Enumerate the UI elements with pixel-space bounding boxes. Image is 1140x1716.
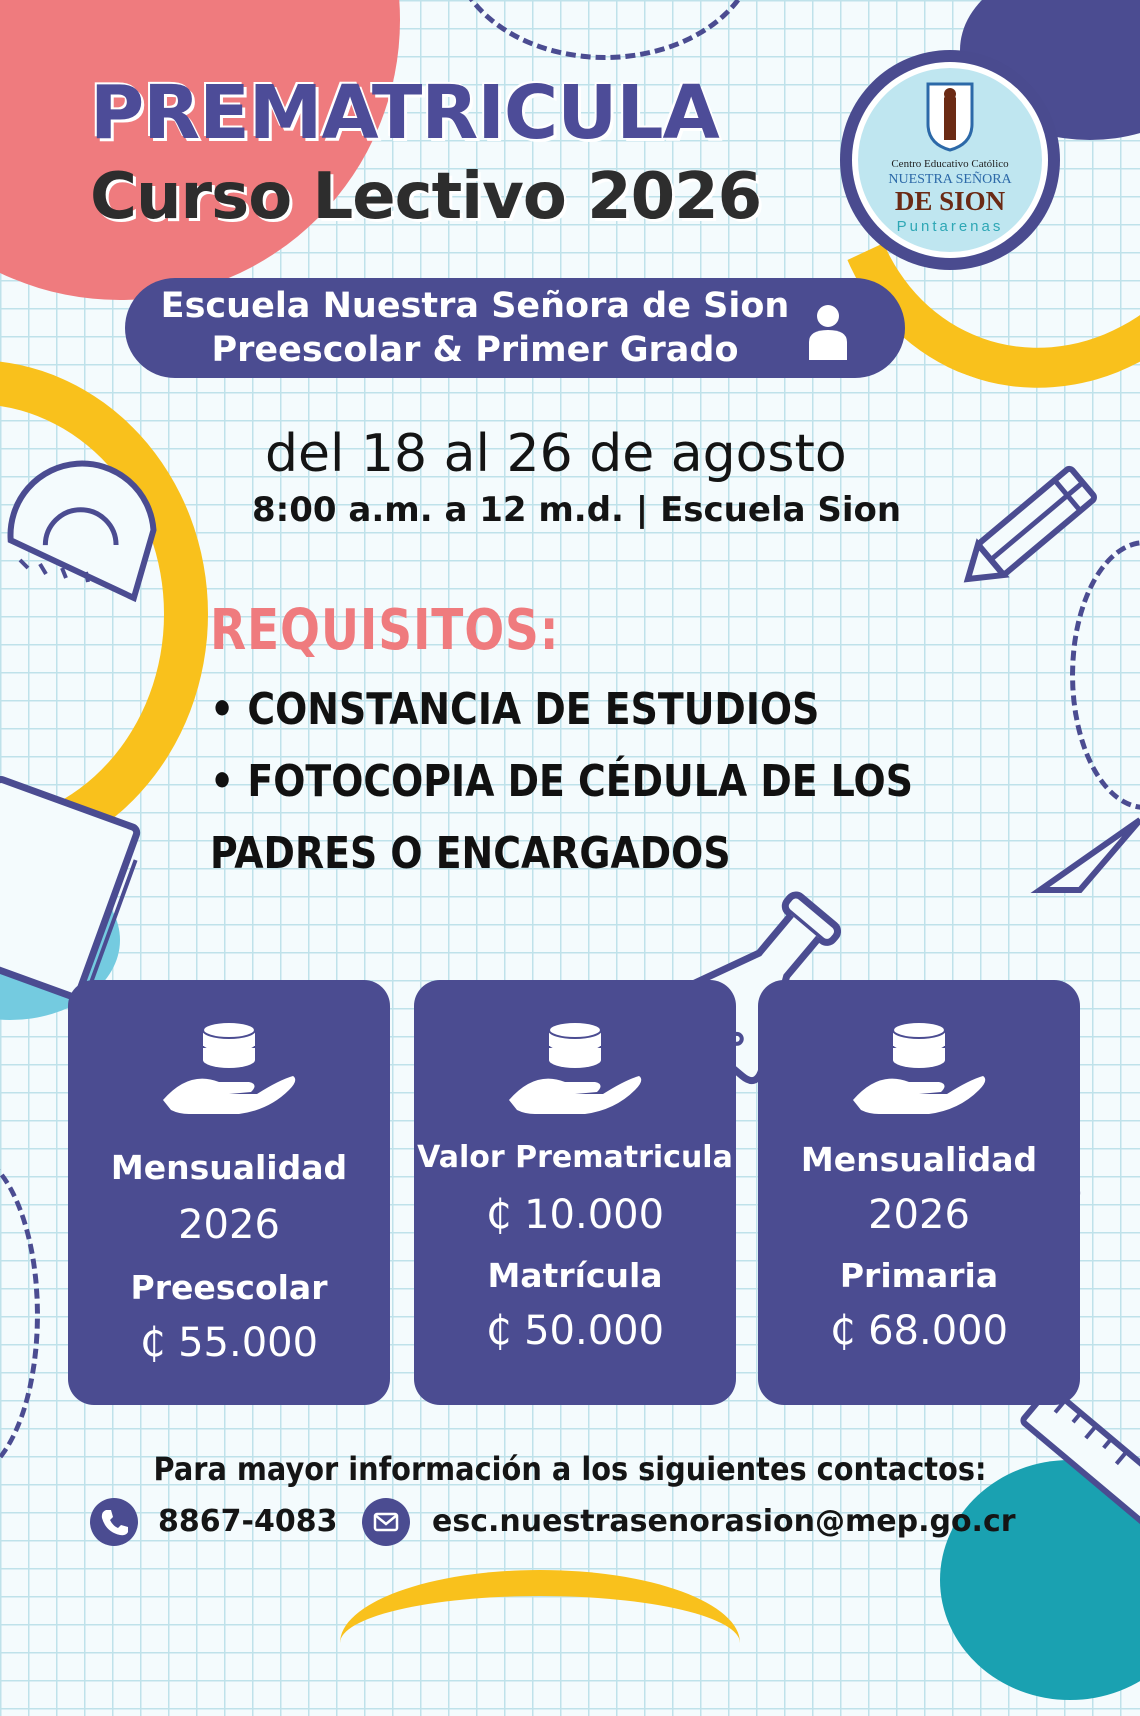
person-icon (805, 302, 851, 362)
logo-line2: NUESTRA SEÑORA (888, 172, 1012, 187)
school-banner (125, 278, 905, 378)
phone-icon (90, 1498, 138, 1546)
requirements-title: REQUISITOS: (210, 598, 560, 663)
card-year: 2026 (178, 1202, 280, 1248)
page-subtitle: Curso Lectivo 2026 (90, 160, 762, 234)
card-year: 2026 (868, 1192, 970, 1238)
card-amount: ₵ 55.000 (139, 1320, 319, 1366)
fee-card-primaria (758, 980, 1080, 1405)
banner-grades: Preescolar & Primer Grado (211, 330, 739, 370)
decorative-dashed-arc (450, 0, 760, 60)
requirement-item-continued: PADRES O ENCARGADOS (210, 828, 731, 879)
contact-title: Para mayor información a los siguientes contactos: (153, 1450, 987, 1488)
card-label-secondary: Matrícula (487, 1256, 663, 1295)
banner-school-name: Escuela Nuestra Señora de Sion (160, 286, 790, 326)
enrollment-hours: 8:00 a.m. a 12 m.d. | Escuela Sion (252, 490, 902, 530)
card-amount-secondary: ₵ 50.000 (485, 1308, 665, 1354)
card-amount: ₵ 10.000 (485, 1192, 665, 1238)
decorative-dashed-arc-left (0, 1150, 40, 1480)
card-level: Preescolar (130, 1268, 328, 1307)
logo-line4: Puntarenas (896, 218, 1004, 235)
requirement-item: • CONSTANCIA DE ESTUDIOS (210, 684, 820, 735)
shield-icon (924, 80, 976, 152)
paper-plane-icon (1040, 810, 1140, 920)
hand-coins-icon (159, 1010, 299, 1120)
card-amount: ₵ 68.000 (829, 1308, 1009, 1354)
card-level: Primaria (839, 1256, 999, 1295)
decorative-yellow-arc-bottom (340, 1570, 740, 1716)
requirement-item: • FOTOCOPIA DE CÉDULA DE LOS (210, 756, 913, 807)
logo-line1: Centro Educativo Católico (891, 158, 1009, 170)
page-title: PREMATRICULA (90, 70, 719, 156)
pencil-icon (950, 440, 1130, 610)
card-label: Mensualidad (800, 1140, 1038, 1179)
fee-card-preescolar (68, 980, 390, 1405)
protractor-icon (0, 490, 170, 610)
card-label: Mensualidad (110, 1148, 348, 1187)
school-logo (840, 50, 1060, 270)
enrollment-dates: del 18 al 26 de agosto (265, 424, 847, 484)
logo-line3: DE SION (894, 186, 1006, 216)
hand-coins-icon (849, 1010, 989, 1120)
contact-phone[interactable]: 8867-4083 (158, 1504, 338, 1539)
card-label: Valor Prematricula (417, 1140, 733, 1175)
hand-coins-icon (505, 1010, 645, 1120)
fee-card-prematricula (414, 980, 736, 1405)
mail-icon (362, 1498, 410, 1546)
contact-email[interactable]: esc.nuestrasenorasion@mep.go.cr (432, 1504, 1016, 1539)
